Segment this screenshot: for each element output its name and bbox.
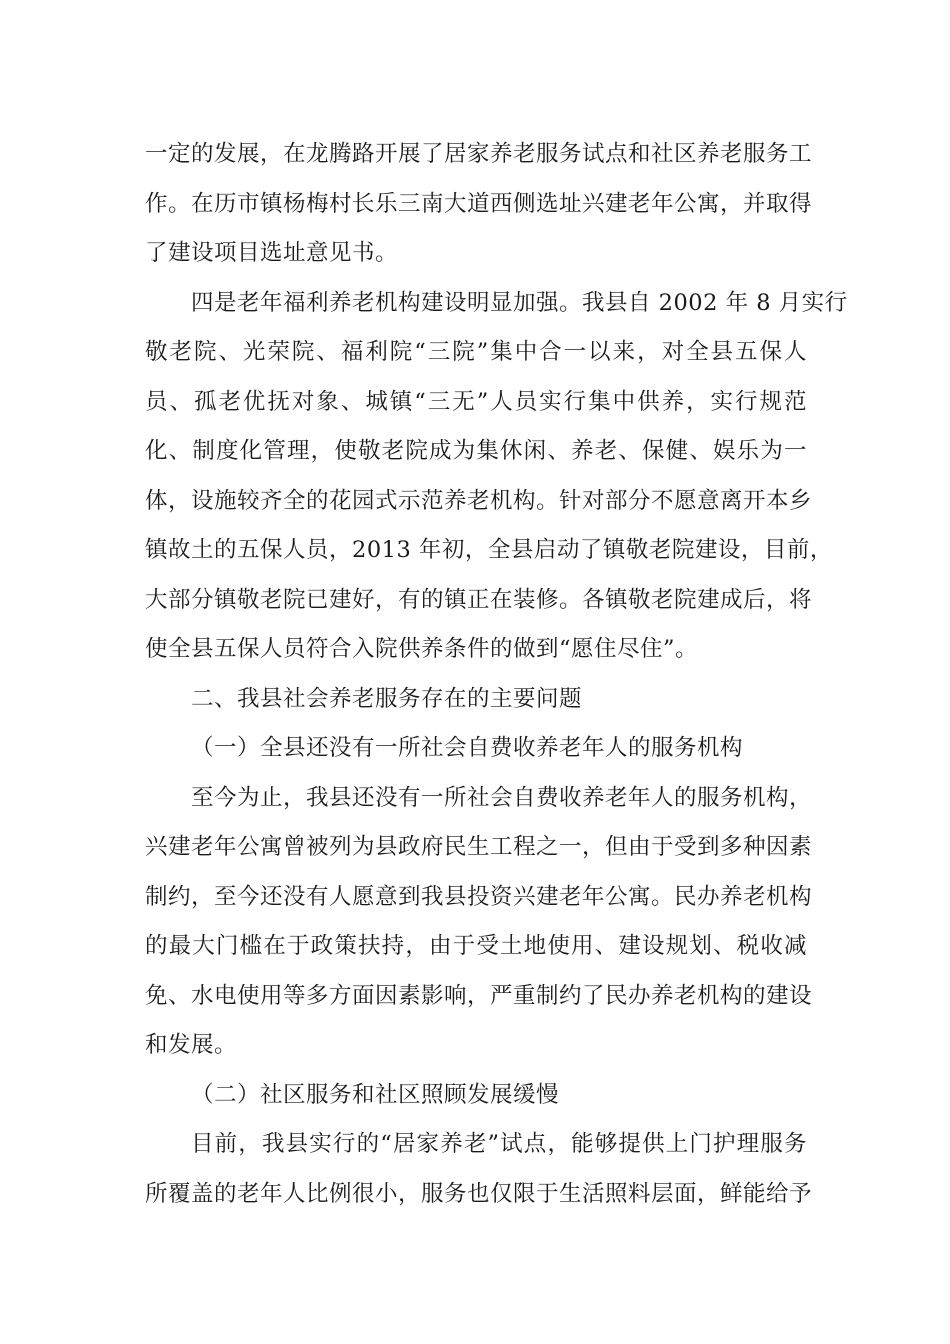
text-line: 了建设项目选址意见书。 [145, 240, 399, 266]
text-line: 四是老年福利养老机构建设明显加强。我县自 2002 年 8 月实行 [191, 289, 848, 316]
paragraph [145, 774, 813, 1071]
text-line: 所覆盖的老年人比例很小，服务也仅限于生活照料层面，鲜能给予 [145, 1180, 813, 1207]
text-line: 敬老院、光荣院、福利院“三院”集中合一以来，对全县五保人 [145, 339, 807, 365]
text-line: 使全县五保人员符合入院供养条件的做到“愿住尽住”。 [145, 636, 699, 662]
text-line: 目前，我县实行的“居家养老”试点，能够提供上门护理服务 [191, 1131, 807, 1157]
paragraph [145, 279, 848, 675]
text-line: 化、制度化管理，使敬老院成为集休闲、养老、保健、娱乐为一 [145, 438, 807, 464]
section-heading [145, 675, 807, 725]
text-line: 作。在历市镇杨梅村长乐三南大道西侧选址兴建老年公寓，并取得 [145, 190, 813, 217]
text-line: 镇故土的五保人员，2013 年初，全县启动了镇敬老院建设，目前， [145, 537, 833, 563]
text-line: 兴建老年公寓曾被列为县政府民生工程之一，但由于受到多种因素 [145, 834, 813, 860]
text-line: 体，设施较齐全的花园式示范养老机构。针对部分不愿意离开本乡 [145, 487, 813, 514]
text-line: 和发展。 [145, 1032, 238, 1058]
text-line: 大部分镇敬老院已建好，有的镇正在装修。各镇敬老院建成后，将 [145, 586, 813, 613]
section-heading [145, 724, 807, 774]
text-line: （二）社区服务和社区照顾发展缓慢 [191, 1081, 560, 1108]
document-body [145, 130, 848, 1219]
paragraph [145, 130, 813, 279]
text-line: （一）全县还没有一所社会自费收养老年人的服务机构 [191, 735, 744, 761]
text-line: 二、我县社会养老服务存在的主要问题 [191, 685, 583, 712]
text-line: 免、水电使用等多方面因素影响，严重制约了民办养老机构的建设 [145, 982, 813, 1009]
text-line: 至今为止，我县还没有一所社会自费收养老年人的服务机构， [191, 784, 813, 811]
text-line: 一定的发展，在龙腾路开展了居家养老服务试点和社区养老服务工 [145, 141, 813, 167]
text-line: 员、孤老优抚对象、城镇“三无”人员实行集中供养，实行规范 [145, 388, 807, 415]
paragraph [145, 1120, 813, 1219]
text-line: 制约，至今还没有人愿意到我县投资兴建老年公寓。民办养老机构 [145, 883, 813, 910]
section-heading [145, 1071, 807, 1121]
text-line: 的最大门槛在于政策扶持，由于受土地使用、建设规划、税收减 [145, 933, 807, 959]
